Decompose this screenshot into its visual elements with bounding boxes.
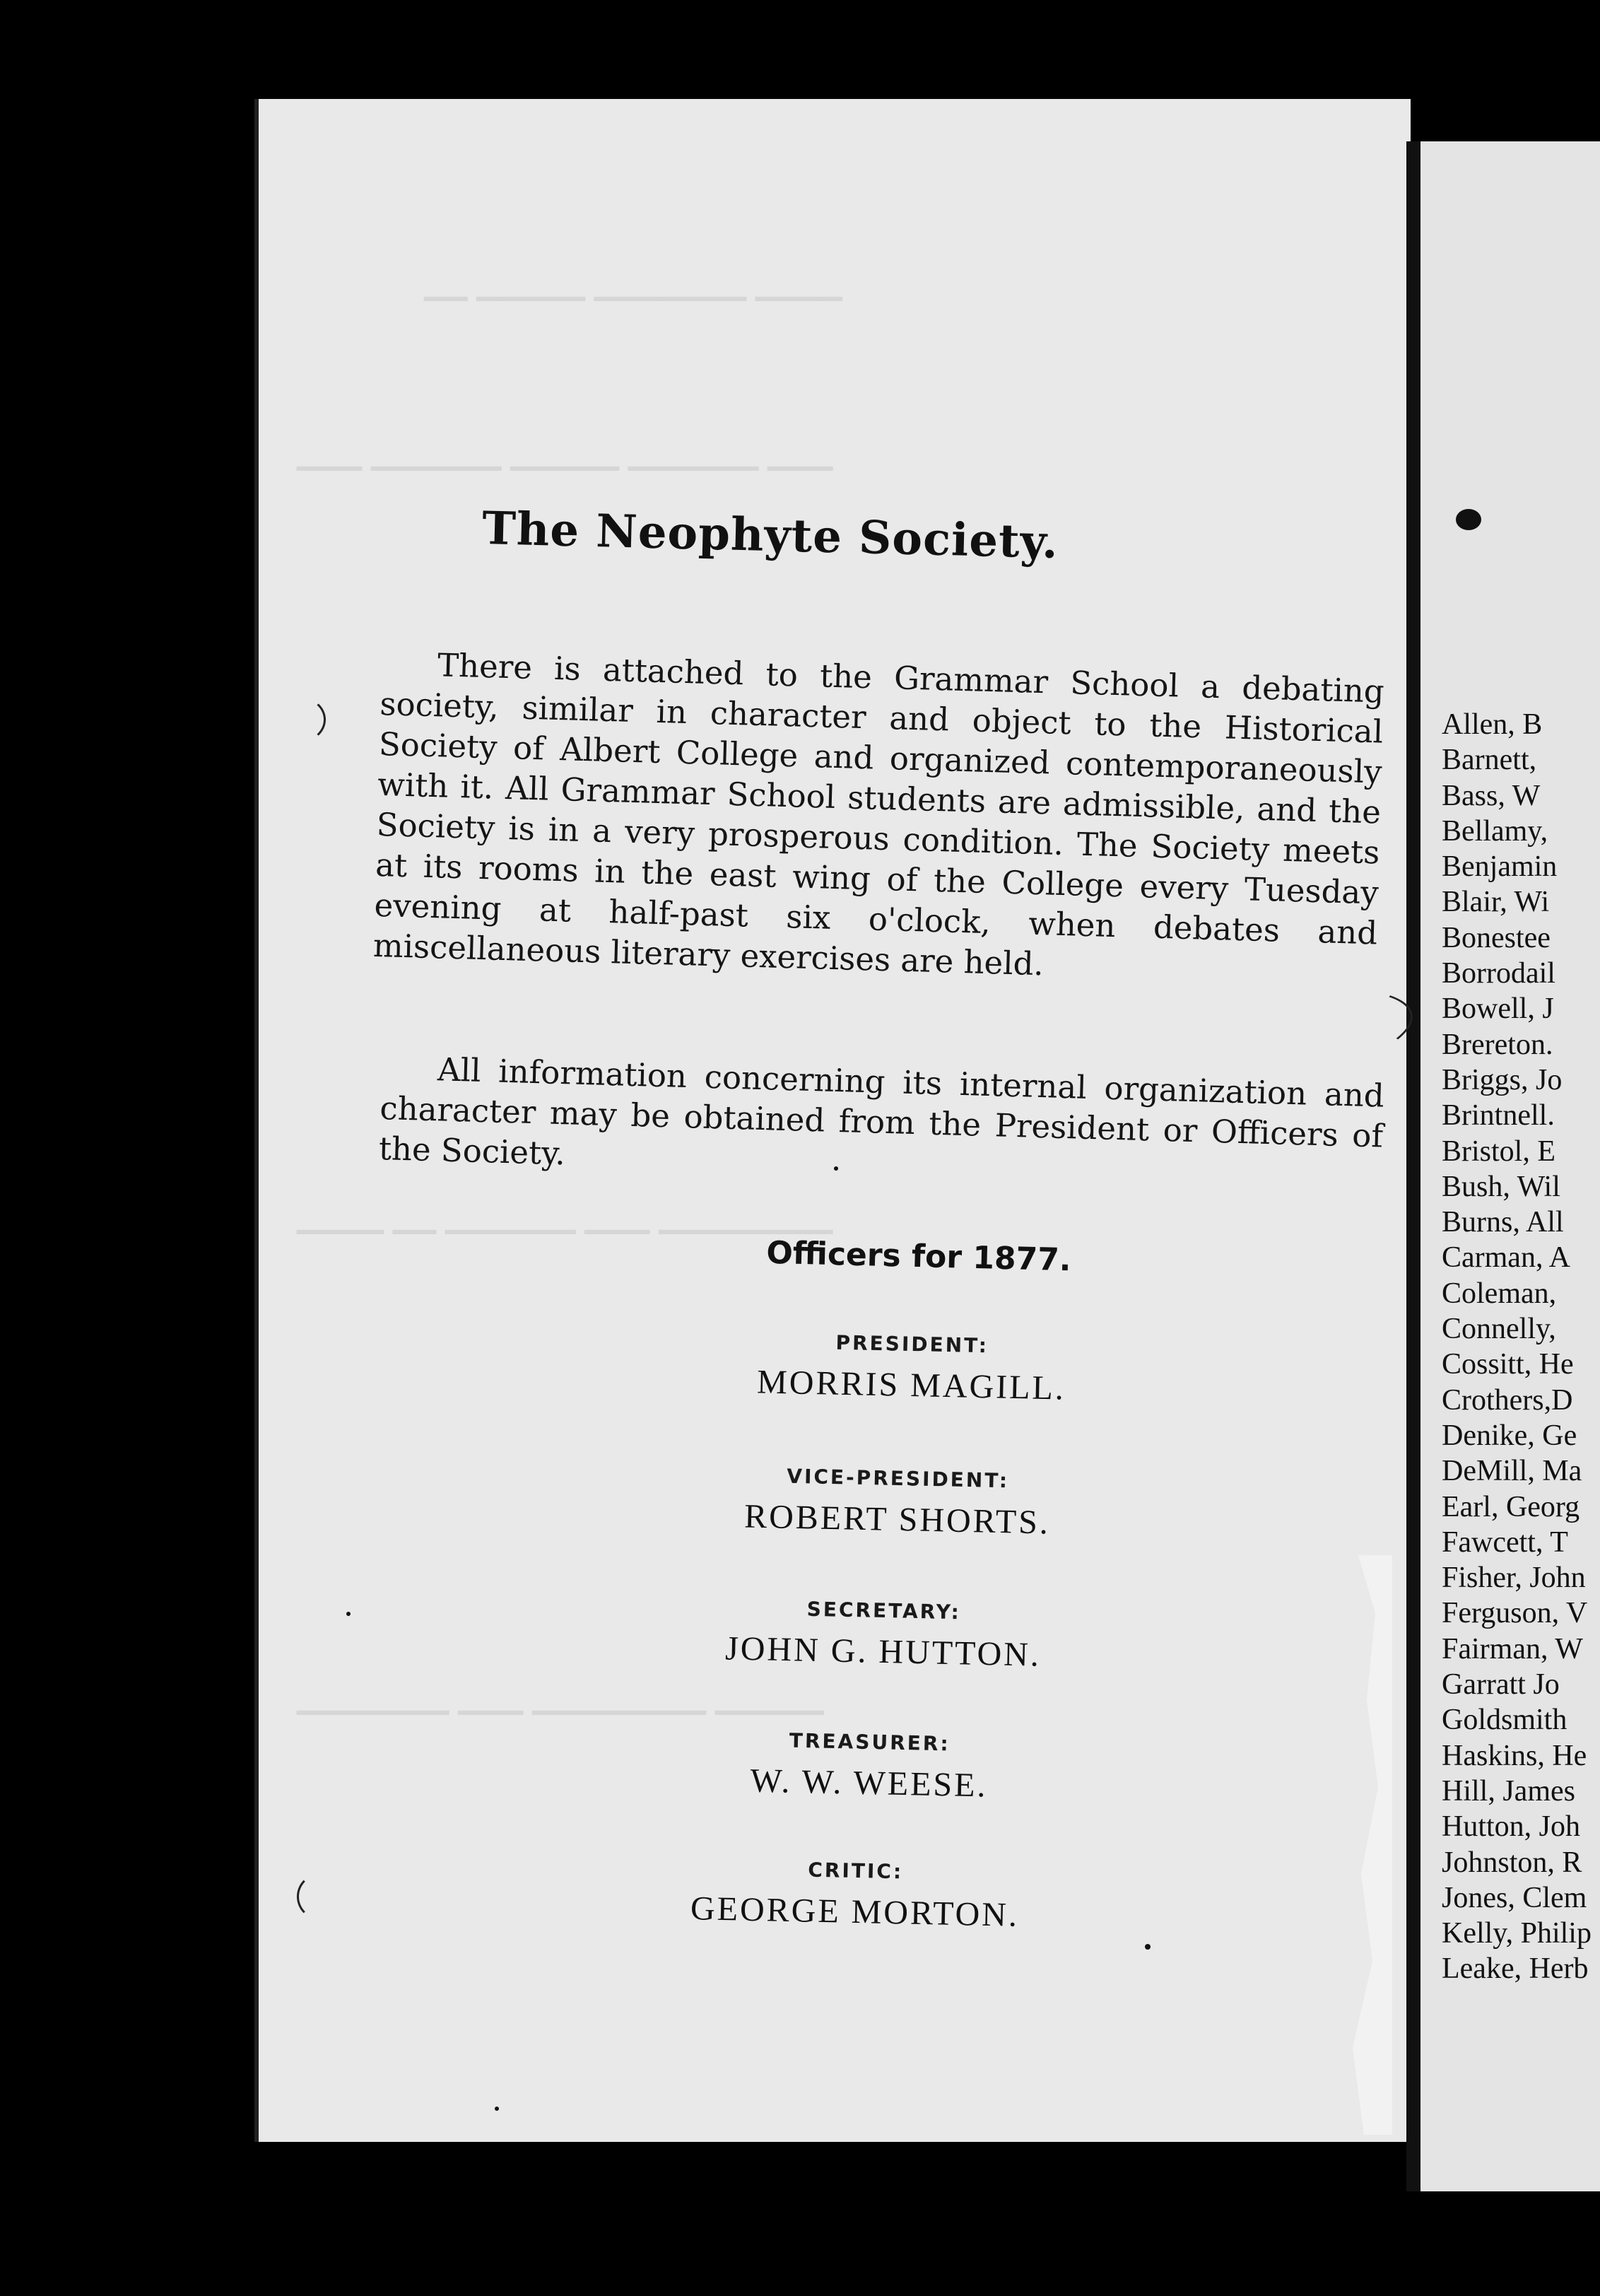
speck: [1145, 1944, 1151, 1950]
pencil-mark: [272, 696, 326, 743]
list-item: Carman, A: [1442, 1241, 1570, 1275]
pencil-mark: [297, 1873, 343, 1920]
office-holder: GEORGE MORTON.: [690, 1890, 1020, 1934]
list-item: Bonestee: [1442, 921, 1551, 954]
list-item: Bristol, E: [1442, 1135, 1556, 1168]
list-item: Connelly,: [1442, 1313, 1556, 1346]
list-item: Coleman,: [1442, 1277, 1557, 1310]
list-item: Fairman, W: [1442, 1632, 1583, 1665]
office-title: TREASURER:: [789, 1728, 951, 1756]
bleed-through: ▁▁▁▁ ▁▁ ▁▁▁▁▁▁ ▁▁▁ ▁▁▁▁▁▁▁▁: [297, 1202, 833, 1234]
speck: [495, 2107, 499, 2111]
paragraph-1-text: There is attached to the Grammar School a debating society, similar in character and object to the Historical Society of Albert College and organized contemporaneously with it. All Grammar School students are admissible, and the Society is in a very prosperous condition. The Society meets at its rooms in the east wing of the College every Tuesday evening at half-past six o'clock, when debates and miscellaneous literary exercises are held.: [372, 646, 1385, 983]
list-item: Hutton, Joh: [1442, 1810, 1581, 1844]
list-item: Borrodail: [1442, 957, 1555, 990]
list-item: Fawcett, T: [1442, 1525, 1568, 1559]
bleed-through: ▁▁ ▁▁▁▁▁ ▁▁▁▁▁▁▁ ▁▁▁▁: [424, 269, 842, 301]
list-item: Bowell, J: [1442, 992, 1554, 1026]
list-item: Goldsmith: [1442, 1704, 1567, 1737]
list-item: Kelly, Philip: [1442, 1917, 1592, 1950]
list-item: Bush, Wil: [1442, 1170, 1560, 1203]
list-item: Crothers,D: [1442, 1383, 1573, 1417]
paragraph-1: [372, 643, 1384, 993]
office-title: VICE-PRESIDENT:: [787, 1464, 1010, 1493]
paragraph-2-text: All information concerning its internal organization and character may be obtained from the President or Officers of the Society.: [378, 1050, 1385, 1173]
office-title: PRESIDENT:: [835, 1330, 989, 1358]
officers-heading: Officers for 1877.: [765, 1234, 1072, 1279]
office-holder: ROBERT SHORTS.: [743, 1497, 1051, 1542]
list-item: Garratt Jo: [1442, 1668, 1560, 1702]
office-secretary: [635, 1594, 1131, 1677]
office-president: [664, 1328, 1160, 1410]
list-item: Brintnell.: [1442, 1099, 1555, 1132]
bleed-through: ▁▁▁ ▁▁▁▁▁▁ ▁▁▁▁▁ ▁▁▁▁▁▁ ▁▁▁: [297, 438, 833, 471]
office-treasurer: [621, 1726, 1117, 1808]
office-holder: W. W. WEESE.: [749, 1762, 989, 1805]
list-item: Haskins, He: [1442, 1739, 1587, 1772]
list-item: Benjamin: [1442, 850, 1558, 884]
list-item: Briggs, Jo: [1442, 1063, 1563, 1096]
bleed-through: ▁▁▁▁▁▁▁ ▁▁▁ ▁▁▁▁▁▁▁▁ ▁▁▁▁▁: [297, 1682, 824, 1715]
list-item: DeMill, Ma: [1442, 1455, 1582, 1488]
adjacent-page-name-list: [1442, 707, 1600, 1987]
list-item: Johnston, R: [1442, 1846, 1582, 1879]
list-item: Fisher, John: [1442, 1562, 1586, 1595]
list-item: Cossitt, He: [1442, 1348, 1574, 1381]
list-item: Brereton.: [1442, 1028, 1553, 1061]
list-item: Leake, Herb: [1442, 1952, 1589, 1986]
list-item: Ferguson, V: [1442, 1597, 1588, 1630]
ink-blot: [1456, 509, 1481, 530]
office-holder: JOHN G. HUTTON.: [724, 1629, 1042, 1674]
page-title: The Neophyte Society.: [481, 502, 1059, 569]
list-item: Burns, All: [1442, 1206, 1564, 1239]
list-item: Bellamy,: [1442, 814, 1548, 848]
office-title: CRITIC:: [807, 1858, 904, 1884]
speck: [834, 1166, 838, 1171]
list-item: Bass, W: [1442, 779, 1541, 812]
office-title: SECRETARY:: [806, 1597, 962, 1624]
list-item: Allen, B: [1442, 708, 1543, 741]
office-critic: [607, 1854, 1103, 1937]
speck: [346, 1612, 351, 1616]
office-vice-president: [649, 1462, 1146, 1545]
list-item: Hill, James: [1442, 1774, 1575, 1808]
list-item: Barnett,: [1442, 744, 1537, 777]
page-gutter: [1406, 141, 1420, 2191]
list-item: Denike, Ge: [1442, 1419, 1577, 1452]
office-holder: MORRIS MAGILL.: [756, 1363, 1066, 1407]
list-item: Earl, Georg: [1442, 1490, 1580, 1523]
list-item: Jones, Clem: [1442, 1881, 1587, 1914]
list-item: Blair, Wi: [1442, 886, 1550, 919]
